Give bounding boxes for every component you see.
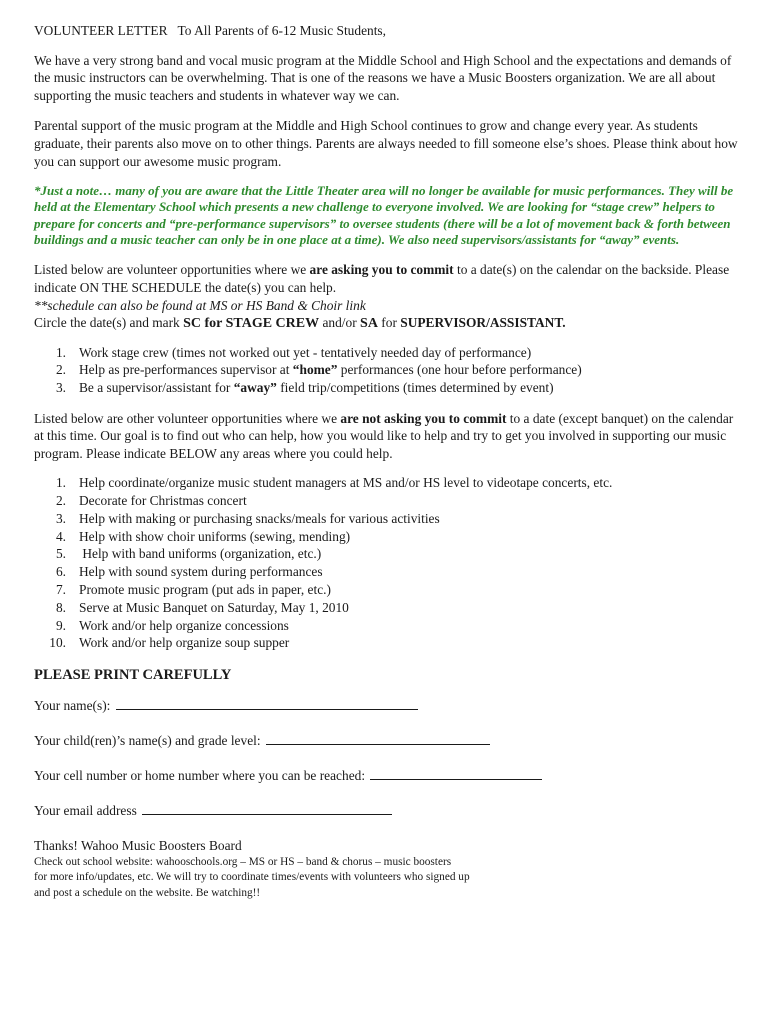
website-line-2: for more info/updates, etc. We will try to coordinate times/events with volunteers who signed up bbox=[34, 871, 470, 884]
circle-sc: SC for STAGE CREW bbox=[183, 316, 320, 332]
item-number: 3. bbox=[55, 379, 66, 395]
list-item bbox=[34, 510, 744, 528]
list-item bbox=[34, 474, 744, 492]
intro-paragraph-1: We have a very strong band and vocal music program at the Middle School and High School and the expectations and demands of the music instructors can be overwhelming. That is one of the reasons we have a Music Boosters organization. We are all about supporting the music teachers and students in whatever way we can. bbox=[34, 52, 732, 103]
item-number: 3. bbox=[55, 510, 66, 526]
name-label: Your name(s): bbox=[34, 697, 111, 713]
item-number: 6. bbox=[55, 564, 66, 580]
volunteer-letter bbox=[34, 22, 744, 902]
email-blank[interactable] bbox=[142, 802, 392, 815]
other-list bbox=[34, 474, 744, 652]
list-item bbox=[34, 563, 744, 581]
theater-note: *Just a note… many of you are aware that the Little Theater area will no longer be available for music performances. They will be held at the Elementary School which presents a new challenge to everyone involved. We are looking for “stage crew” helpers to prepare for concerts and “pre-performance supervisors” to oversee students (there will be a lot of movement back & forth between buildings and a music teacher can only be in one place at a time). We also need supervisors/assistants for “away” events. bbox=[34, 183, 734, 248]
circle-text: Circle the date(s) and mark bbox=[34, 315, 184, 331]
form-heading: PLEASE PRINT CAREFULLY bbox=[34, 667, 232, 684]
list-item bbox=[34, 634, 744, 652]
children-field bbox=[34, 732, 744, 750]
item-number: 9. bbox=[55, 617, 66, 633]
email-field bbox=[34, 802, 744, 820]
item-text: Help with show choir uniforms (sewing, mending) bbox=[79, 528, 351, 544]
item-number: 2. bbox=[55, 362, 66, 378]
item-text-rest: performances (one hour before performance) bbox=[337, 362, 582, 378]
commit-intro bbox=[34, 261, 744, 296]
commit-intro-emphasis: are asking you to commit bbox=[309, 262, 454, 278]
item-text: Help with band uniforms (organization, etc.) bbox=[79, 546, 322, 562]
item-number: 7. bbox=[55, 582, 66, 598]
item-text: Work and/or help organize soup supper bbox=[79, 635, 290, 651]
email-label: Your email address bbox=[34, 803, 137, 819]
list-item bbox=[34, 581, 744, 599]
item-text: Be a supervisor/assistant for bbox=[79, 379, 234, 395]
circle-for: for bbox=[377, 315, 401, 331]
item-number: 5. bbox=[55, 546, 66, 562]
other-intro bbox=[34, 410, 744, 463]
circle-role: SUPERVISOR/ASSISTANT. bbox=[400, 315, 566, 331]
list-item bbox=[34, 617, 744, 635]
list-item bbox=[34, 379, 744, 397]
list-item bbox=[34, 599, 744, 617]
phone-field bbox=[34, 767, 744, 785]
item-number: 1. bbox=[55, 475, 66, 491]
children-label: Your child(ren)’s name(s) and grade level: bbox=[34, 732, 261, 748]
item-text: Serve at Music Banquet on Saturday, May 1, 2010 bbox=[79, 599, 349, 615]
circle-sa: SA bbox=[360, 316, 378, 332]
website-line-3: and post a schedule on the website. Be watching!! bbox=[34, 887, 261, 899]
list-item bbox=[34, 492, 744, 510]
salutation: To All Parents of 6-12 Music Students, bbox=[177, 23, 386, 38]
list-item bbox=[34, 344, 744, 362]
intro-paragraph-2: Parental support of the music program at the Middle and High School continues to grow and change every year. As students graduate, their parents also move on to other things. Parents are always needed to fill someone else’s shoes. Please think about how you can support our awesome music program. bbox=[34, 118, 738, 169]
children-blank[interactable] bbox=[266, 732, 490, 745]
item-number: 10. bbox=[49, 635, 66, 651]
item-number: 8. bbox=[55, 599, 66, 615]
list-item bbox=[34, 545, 744, 563]
item-text: Help as pre-performances supervisor at bbox=[79, 362, 293, 378]
other-intro-emphasis: are not asking you to commit bbox=[340, 410, 507, 426]
website-line-1: Check out school website: wahooschools.org – MS or HS – band & chorus – music boosters bbox=[34, 855, 452, 868]
name-blank[interactable] bbox=[116, 697, 418, 710]
commit-intro-rest: to a date(s) on the calendar on the backside. Please indicate ON THE SCHEDULE the date(s) you can help. bbox=[34, 262, 730, 295]
other-intro-rest: to a date (except banquet) on the calendar at this time. Our goal is to find out who can help, how you would like to help and try to get you involved in supporting our music program. Please indicate BELOW any areas where you could help. bbox=[34, 410, 734, 461]
schedule-note: **schedule can also be found at MS or HS Band & Choir link bbox=[34, 297, 366, 313]
item-text: Work stage crew (times not worked out yet - tentatively needed day of performance) bbox=[79, 344, 532, 360]
phone-blank[interactable] bbox=[370, 767, 542, 780]
circle-instructions bbox=[34, 314, 744, 333]
item-text: Help with making or purchasing snacks/meals for various activities bbox=[79, 510, 440, 526]
item-emphasis: “away” bbox=[233, 379, 277, 395]
item-text: Promote music program (put ads in paper, etc.) bbox=[79, 582, 331, 598]
commit-list bbox=[34, 344, 744, 397]
commit-intro-text: Listed below are volunteer opportunities where we bbox=[34, 262, 310, 278]
item-text: Decorate for Christmas concert bbox=[79, 493, 247, 509]
letter-label: VOLUNTEER LETTER bbox=[34, 23, 168, 38]
item-text-rest: field trip/competitions (times determined by event) bbox=[276, 379, 554, 395]
item-number: 2. bbox=[55, 493, 66, 509]
letter-title bbox=[34, 22, 744, 40]
item-number: 4. bbox=[55, 528, 66, 544]
list-item bbox=[34, 528, 744, 546]
phone-label: Your cell number or home number where you can be reached: bbox=[34, 768, 366, 784]
item-number: 1. bbox=[55, 344, 66, 360]
list-item bbox=[34, 361, 744, 379]
circle-mid: and/or bbox=[319, 315, 361, 331]
other-intro-text: Listed below are other volunteer opportunities where we bbox=[34, 410, 341, 426]
item-text: Help coordinate/organize music student managers at MS and/or HS level to videotape concerts, etc. bbox=[79, 475, 613, 491]
thanks-line: Thanks! Wahoo Music Boosters Board bbox=[34, 838, 242, 854]
name-field bbox=[34, 697, 744, 715]
item-emphasis: “home” bbox=[292, 362, 338, 378]
item-text: Help with sound system during performances bbox=[79, 564, 323, 580]
item-text: Work and/or help organize concessions bbox=[79, 617, 289, 633]
